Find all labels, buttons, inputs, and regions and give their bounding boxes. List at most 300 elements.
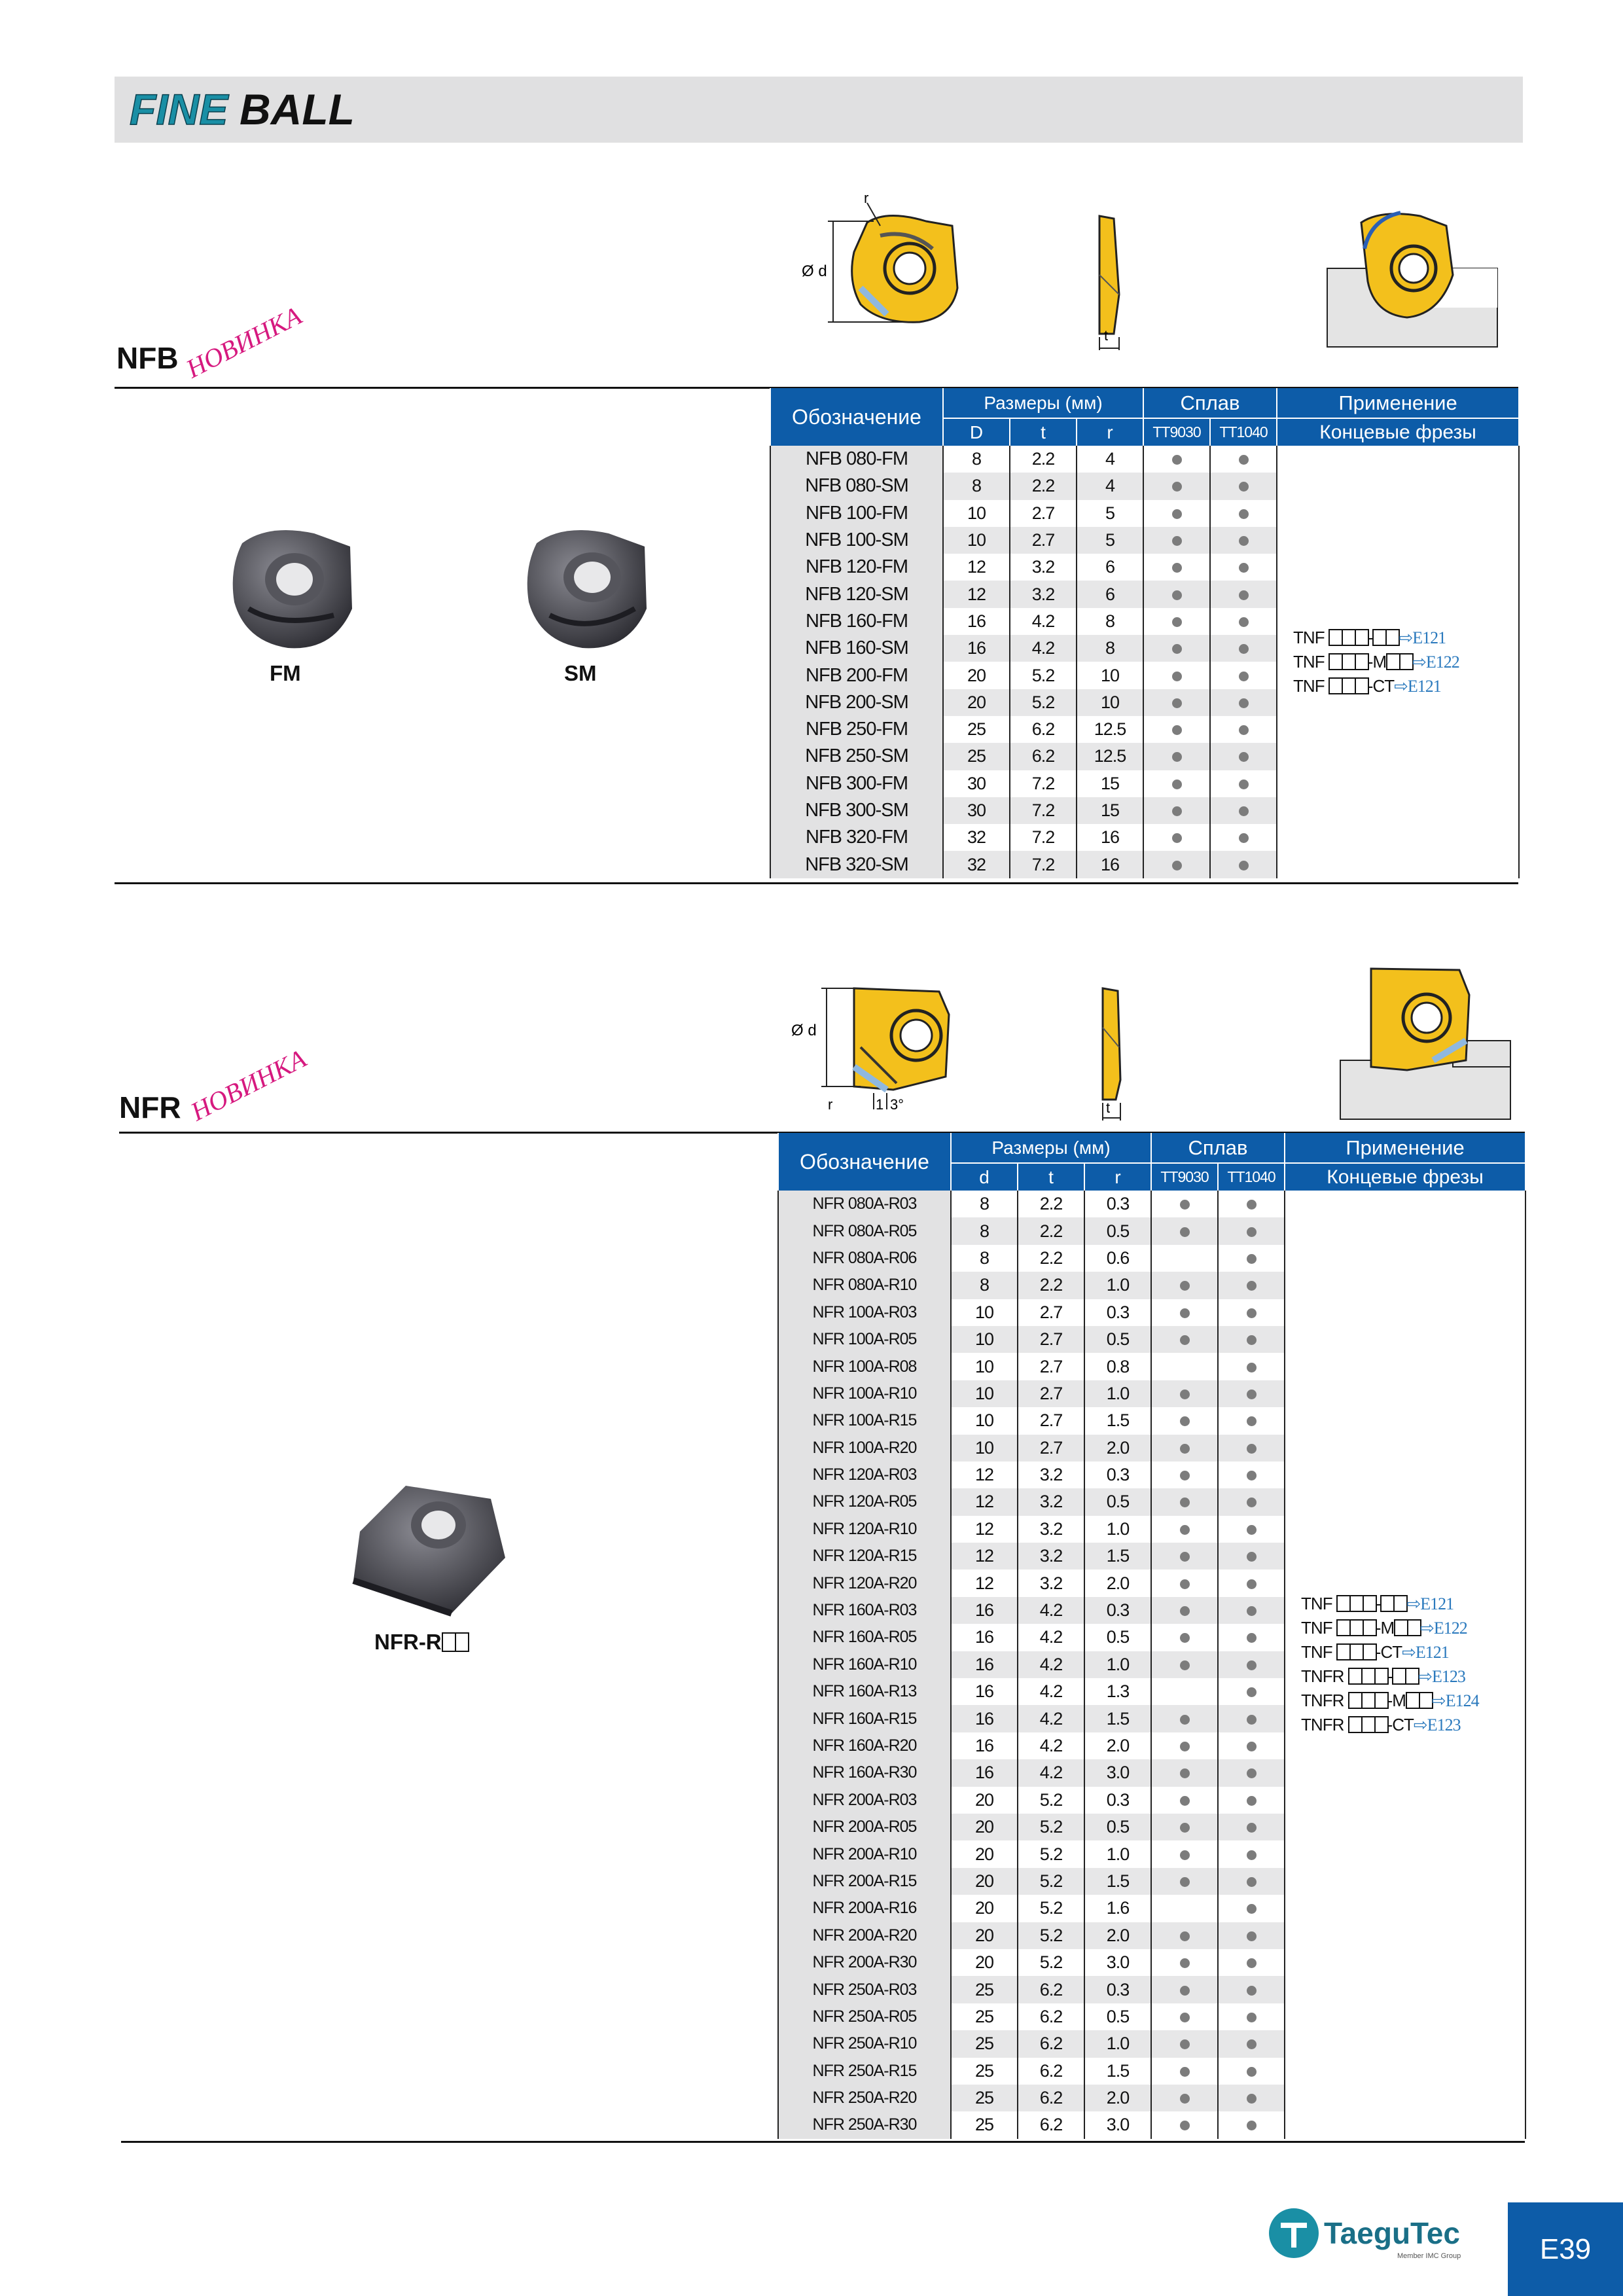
nfr-col-alloy: Сплав (1151, 1133, 1285, 1163)
tt1040-cell (1218, 1922, 1285, 1949)
tt1040-cell (1218, 1407, 1285, 1434)
d-cell: 8 (951, 1272, 1018, 1299)
designation-cell: NFB 300-SM (770, 797, 943, 824)
designation-cell: NFB 100-SM (770, 527, 943, 554)
d-cell: 10 (943, 500, 1010, 527)
availability-dot-icon (1180, 1579, 1190, 1589)
tt1040-cell (1210, 473, 1277, 499)
availability-dot-icon (1247, 1498, 1257, 1507)
nfb-fm-label: FM (270, 661, 301, 685)
arrow-right-icon: ⇨ (1420, 1618, 1434, 1638)
designation-cell: NFR 200A-R30 (778, 1949, 951, 1976)
availability-dot-icon (1180, 1335, 1190, 1345)
availability-dot-icon (1247, 1768, 1257, 1778)
nfr-application-diagram (1335, 962, 1518, 1126)
tt1040-cell (1210, 770, 1277, 797)
application-ref: TNF -M ⇨E122 (1301, 1618, 1467, 1638)
tt9030-cell (1151, 1651, 1218, 1678)
availability-dot-icon (1239, 833, 1249, 843)
t-cell: 5.2 (1010, 662, 1077, 689)
tt9030-cell (1151, 1868, 1218, 1895)
tt1040-cell (1218, 1597, 1285, 1624)
designation-cell: NFR 100A-R15 (778, 1407, 951, 1434)
availability-dot-icon (1247, 1363, 1257, 1372)
t-cell: 6.2 (1018, 2003, 1084, 2030)
t-cell: 4.2 (1018, 1732, 1084, 1759)
r-cell: 1.0 (1084, 2030, 1151, 2057)
designation-cell: NFR 120A-R10 (778, 1516, 951, 1543)
r-cell: 0.8 (1084, 1353, 1151, 1380)
r-cell: 1.5 (1084, 1705, 1151, 1732)
d-cell: 12 (951, 1516, 1018, 1543)
r-cell: 0.5 (1084, 1488, 1151, 1515)
d-cell: 25 (951, 2111, 1018, 2138)
d-cell: 16 (951, 1732, 1018, 1759)
availability-dot-icon (1172, 482, 1182, 492)
availability-dot-icon (1180, 1498, 1190, 1507)
availability-dot-icon (1180, 1471, 1190, 1480)
r-cell: 0.3 (1084, 1597, 1151, 1624)
availability-dot-icon (1180, 1525, 1190, 1535)
d-cell: 8 (943, 473, 1010, 499)
designation-cell: NFR 250A-R10 (778, 2030, 951, 2057)
tt9030-cell (1151, 1976, 1218, 2003)
r-cell: 0.3 (1084, 1191, 1151, 1217)
tt1040-cell (1218, 1840, 1285, 1867)
d-cell: 16 (951, 1651, 1018, 1678)
designation-cell: NFB 160-FM (770, 608, 943, 635)
tt9030-cell (1151, 1217, 1218, 1244)
r-cell: 15 (1077, 770, 1143, 797)
tt9030-cell (1151, 1949, 1218, 1976)
tt9030-cell (1151, 1705, 1218, 1732)
availability-dot-icon (1180, 1660, 1190, 1670)
r-cell: 1.0 (1084, 1272, 1151, 1299)
designation-cell: NFB 320-FM (770, 824, 943, 851)
nfr-col-r: r (1084, 1163, 1151, 1191)
t-cell: 2.2 (1010, 446, 1077, 473)
r-cell: 5 (1077, 527, 1143, 554)
availability-dot-icon (1239, 455, 1249, 465)
availability-dot-icon (1180, 1986, 1190, 1996)
tt1040-cell (1210, 635, 1277, 662)
t-cell: 2.7 (1010, 527, 1077, 554)
availability-dot-icon (1180, 1958, 1190, 1968)
designation-cell: NFR 250A-R20 (778, 2085, 951, 2111)
d-cell: 20 (951, 1814, 1018, 1840)
r-cell: 2.0 (1084, 2085, 1151, 2111)
tt9030-cell (1143, 824, 1210, 851)
availability-dot-icon (1247, 1416, 1257, 1426)
designation-cell: NFB 100-FM (770, 500, 943, 527)
arrow-right-icon: ⇨ (1412, 651, 1426, 672)
nfr-insert-photo (334, 1473, 517, 1630)
tt1040-cell (1218, 2085, 1285, 2111)
availability-dot-icon (1239, 509, 1249, 519)
t-cell: 4.2 (1018, 1678, 1084, 1705)
nfr-col-tt9030: TT9030 (1151, 1163, 1218, 1191)
table-row (770, 446, 1519, 473)
designation-cell: NFR 200A-R10 (778, 1840, 951, 1867)
d-cell: 25 (951, 1976, 1018, 2003)
tt1040-cell (1218, 1488, 1285, 1515)
availability-dot-icon (1247, 2067, 1257, 2077)
t-cell: 2.7 (1018, 1353, 1084, 1380)
tt9030-cell (1151, 1191, 1218, 1217)
designation-cell: NFR 160A-R03 (778, 1597, 951, 1624)
availability-dot-icon (1247, 1579, 1257, 1589)
t-cell: 3.2 (1018, 1516, 1084, 1543)
tt1040-cell (1210, 851, 1277, 878)
r-cell: 1.0 (1084, 1516, 1151, 1543)
nfr-side-diagram (1080, 982, 1132, 1126)
designation-cell: NFR 080A-R03 (778, 1191, 951, 1217)
availability-dot-icon (1247, 1200, 1257, 1210)
r-cell: 15 (1077, 797, 1143, 824)
designation-cell: NFB 160-SM (770, 635, 943, 662)
tt9030-cell (1151, 1488, 1218, 1515)
t-cell: 2.7 (1018, 1299, 1084, 1326)
tt9030-cell (1151, 1543, 1218, 1570)
designation-cell: NFR 080A-R10 (778, 1272, 951, 1299)
t-cell: 2.7 (1018, 1380, 1084, 1407)
designation-cell: NFR 100A-R10 (778, 1380, 951, 1407)
availability-dot-icon (1239, 482, 1249, 492)
availability-dot-icon (1239, 536, 1249, 546)
designation-cell: NFR 200A-R15 (778, 1868, 951, 1895)
designation-cell: NFR 120A-R20 (778, 1570, 951, 1596)
d-cell: 20 (951, 1840, 1018, 1867)
tt9030-cell (1143, 797, 1210, 824)
t-cell: 6.2 (1018, 2085, 1084, 2111)
tt9030-cell (1143, 500, 1210, 527)
r-cell: 4 (1077, 446, 1143, 473)
designation-cell: NFR 160A-R10 (778, 1651, 951, 1678)
availability-dot-icon (1247, 1742, 1257, 1751)
t-cell: 6.2 (1010, 716, 1077, 743)
d-cell: 30 (943, 770, 1010, 797)
svg-text:r: r (828, 1096, 833, 1113)
nfb-col-dimensions: Размеры (мм) (943, 388, 1143, 418)
t-cell: 4.2 (1010, 608, 1077, 635)
availability-dot-icon (1180, 2067, 1190, 2077)
nfb-col-tt9030: TT9030 (1143, 418, 1210, 446)
tt9030-cell (1143, 851, 1210, 878)
t-cell: 4.2 (1018, 1651, 1084, 1678)
d-cell: 12 (951, 1570, 1018, 1596)
nfb-col-application: Применение (1277, 388, 1519, 418)
tt1040-cell (1218, 1868, 1285, 1895)
availability-dot-icon (1247, 2094, 1257, 2104)
d-cell: 10 (951, 1326, 1018, 1353)
d-cell: 25 (951, 2085, 1018, 2111)
application-ref: TNFR -M ⇨E124 (1301, 1691, 1479, 1711)
application-ref: TNFR - ⇨E123 (1301, 1666, 1465, 1687)
tt1040-cell (1218, 1759, 1285, 1786)
r-cell: 1.0 (1084, 1651, 1151, 1678)
tt9030-cell (1143, 716, 1210, 743)
tt9030-cell (1143, 635, 1210, 662)
nfr-col-d: d (951, 1163, 1018, 1191)
nfr-bottom-rule (121, 2141, 1525, 2143)
nfb-col-designation: Обозначение (770, 388, 943, 446)
designation-cell: NFR 080A-R06 (778, 1245, 951, 1272)
designation-cell: NFB 320-SM (770, 851, 943, 878)
availability-dot-icon (1172, 536, 1182, 546)
d-cell: 25 (943, 716, 1010, 743)
availability-dot-icon (1247, 1660, 1257, 1670)
availability-dot-icon (1247, 1552, 1257, 1562)
r-cell: 3.0 (1084, 1759, 1151, 1786)
designation-cell: NFB 250-FM (770, 716, 943, 743)
logo-ball: BALL (240, 85, 355, 134)
availability-dot-icon (1247, 1796, 1257, 1806)
availability-dot-icon (1172, 698, 1182, 708)
availability-dot-icon (1239, 752, 1249, 762)
t-cell: 3.2 (1018, 1570, 1084, 1596)
r-cell: 3.0 (1084, 2111, 1151, 2138)
tt1040-cell (1210, 500, 1277, 527)
nfb-front-diagram (789, 190, 978, 353)
designation-cell: NFR 100A-R20 (778, 1435, 951, 1462)
d-cell: 16 (943, 608, 1010, 635)
availability-dot-icon (1239, 806, 1249, 816)
arrow-right-icon: ⇨ (1402, 1642, 1416, 1662)
svg-text:t: t (1106, 1100, 1111, 1116)
availability-dot-icon (1172, 725, 1182, 735)
r-cell: 2.0 (1084, 1570, 1151, 1596)
tt9030-cell (1151, 2058, 1218, 2085)
availability-dot-icon (1180, 1796, 1190, 1806)
d-cell: 12 (951, 1488, 1018, 1515)
nfr-col-dimensions: Размеры (мм) (951, 1133, 1151, 1163)
tt9030-cell (1151, 1787, 1218, 1814)
availability-dot-icon (1180, 1390, 1190, 1399)
availability-dot-icon (1247, 1471, 1257, 1480)
designation-cell: NFR 250A-R30 (778, 2111, 951, 2138)
r-cell: 6 (1077, 581, 1143, 607)
tt9030-cell (1143, 446, 1210, 473)
d-cell: 32 (943, 824, 1010, 851)
designation-cell: NFR 200A-R05 (778, 1814, 951, 1840)
d-cell: 8 (951, 1217, 1018, 1244)
availability-dot-icon (1247, 2039, 1257, 2049)
t-cell: 3.2 (1018, 1488, 1084, 1515)
logo-fine: FINE (130, 85, 228, 134)
availability-dot-icon (1247, 1281, 1257, 1291)
d-cell: 10 (943, 527, 1010, 554)
availability-dot-icon (1180, 1281, 1190, 1291)
r-cell: 1.3 (1084, 1678, 1151, 1705)
tt1040-cell (1218, 1732, 1285, 1759)
availability-dot-icon (1172, 590, 1182, 600)
designation-cell: NFR 160A-R05 (778, 1624, 951, 1651)
taegutec-logo (1266, 2206, 1482, 2265)
t-cell: 2.2 (1018, 1245, 1084, 1272)
d-cell: 12 (943, 554, 1010, 581)
availability-dot-icon (1247, 1958, 1257, 1968)
t-cell: 4.2 (1018, 1705, 1084, 1732)
availability-dot-icon (1172, 806, 1182, 816)
r-cell: 0.3 (1084, 1787, 1151, 1814)
tt9030-cell (1151, 1895, 1218, 1922)
application-cell (1285, 1191, 1525, 2139)
svg-text:r: r (864, 190, 869, 206)
t-cell: 6.2 (1018, 2030, 1084, 2057)
availability-dot-icon (1180, 1742, 1190, 1751)
tt1040-cell (1218, 2111, 1285, 2138)
tt9030-cell (1143, 554, 1210, 581)
fineball-logo (128, 82, 390, 135)
availability-dot-icon (1180, 1850, 1190, 1860)
designation-cell: NFR 160A-R30 (778, 1759, 951, 1786)
t-cell: 5.2 (1018, 1922, 1084, 1949)
nfb-title: NFB (116, 341, 179, 375)
tt1040-cell (1218, 1462, 1285, 1488)
d-cell: 10 (951, 1353, 1018, 1380)
tt1040-cell (1218, 1217, 1285, 1244)
d-cell: 10 (951, 1299, 1018, 1326)
designation-cell: NFR 200A-R16 (778, 1895, 951, 1922)
tt1040-cell (1218, 1272, 1285, 1299)
designation-cell: NFR 120A-R15 (778, 1543, 951, 1570)
tt1040-cell (1218, 1353, 1285, 1380)
tt1040-cell (1210, 446, 1277, 473)
availability-dot-icon (1247, 1715, 1257, 1725)
t-cell: 5.2 (1018, 1787, 1084, 1814)
r-cell: 1.0 (1084, 1380, 1151, 1407)
tt1040-cell (1218, 1435, 1285, 1462)
d-cell: 8 (943, 446, 1010, 473)
tt1040-cell (1218, 2058, 1285, 2085)
r-cell: 0.3 (1084, 1299, 1151, 1326)
tt9030-cell (1151, 1597, 1218, 1624)
nfb-col-d: D (943, 418, 1010, 446)
tt9030-cell (1151, 1245, 1218, 1272)
tt1040-cell (1218, 1814, 1285, 1840)
r-cell: 2.0 (1084, 1732, 1151, 1759)
t-cell: 6.2 (1010, 743, 1077, 770)
availability-dot-icon (1247, 1904, 1257, 1914)
r-cell: 16 (1077, 824, 1143, 851)
tt9030-cell (1143, 770, 1210, 797)
tt1040-cell (1210, 554, 1277, 581)
availability-dot-icon (1172, 672, 1182, 681)
tt1040-cell (1218, 1895, 1285, 1922)
svg-text:Ø d: Ø d (802, 262, 827, 280)
t-cell: 7.2 (1010, 770, 1077, 797)
d-cell: 20 (943, 662, 1010, 689)
availability-dot-icon (1180, 1416, 1190, 1426)
d-cell: 8 (951, 1191, 1018, 1217)
arrow-right-icon: ⇨ (1431, 1691, 1446, 1711)
d-cell: 20 (951, 1868, 1018, 1895)
t-cell: 4.2 (1018, 1624, 1084, 1651)
tt9030-cell (1151, 1922, 1218, 1949)
nfb-col-t: t (1010, 418, 1077, 446)
svg-text:Member IMC Group: Member IMC Group (1397, 2252, 1461, 2260)
nfb-new-badge: НОВИНКА (181, 300, 306, 384)
r-cell: 1.5 (1084, 2058, 1151, 2085)
t-cell: 5.2 (1018, 1895, 1084, 1922)
availability-dot-icon (1172, 617, 1182, 627)
tt9030-cell (1151, 1814, 1218, 1840)
arrow-right-icon: ⇨ (1418, 1666, 1433, 1687)
designation-cell: NFB 300-FM (770, 770, 943, 797)
availability-dot-icon (1239, 617, 1249, 627)
nfb-col-tt1040: TT1040 (1210, 418, 1277, 446)
availability-dot-icon (1172, 455, 1182, 465)
availability-dot-icon (1247, 1335, 1257, 1345)
availability-dot-icon (1247, 1823, 1257, 1833)
d-cell: 20 (951, 1922, 1018, 1949)
r-cell: 16 (1077, 851, 1143, 878)
availability-dot-icon (1247, 1525, 1257, 1535)
r-cell: 0.5 (1084, 1217, 1151, 1244)
tt1040-cell (1218, 1516, 1285, 1543)
d-cell: 12 (943, 581, 1010, 607)
availability-dot-icon (1247, 1390, 1257, 1399)
r-cell: 6 (1077, 554, 1143, 581)
tt9030-cell (1151, 1570, 1218, 1596)
tt9030-cell (1143, 581, 1210, 607)
d-cell: 16 (951, 1597, 1018, 1624)
tt1040-cell (1218, 1624, 1285, 1651)
tt1040-cell (1218, 1705, 1285, 1732)
nfb-col-app-sub: Концевые фрезы (1277, 418, 1519, 446)
availability-dot-icon (1247, 2013, 1257, 2022)
designation-cell: NFR 250A-R05 (778, 2003, 951, 2030)
application-ref: TNF -CT⇨E121 (1301, 1642, 1449, 1662)
availability-dot-icon (1180, 2094, 1190, 2104)
r-cell: 0.3 (1084, 1462, 1151, 1488)
nfr-col-app-sub: Концевые фрезы (1285, 1163, 1525, 1191)
r-cell: 0.5 (1084, 1326, 1151, 1353)
tt1040-cell (1218, 1949, 1285, 1976)
d-cell: 16 (951, 1678, 1018, 1705)
tt9030-cell (1151, 1272, 1218, 1299)
arrow-right-icon: ⇨ (1413, 1715, 1427, 1735)
t-cell: 7.2 (1010, 824, 1077, 851)
tt9030-cell (1143, 473, 1210, 499)
r-cell: 8 (1077, 608, 1143, 635)
svg-text:1: 1 (876, 1096, 884, 1113)
r-cell: 5 (1077, 500, 1143, 527)
d-cell: 12 (951, 1462, 1018, 1488)
svg-text:TaeguTec: TaeguTec (1324, 2216, 1460, 2250)
d-cell: 16 (951, 1624, 1018, 1651)
tt1040-cell (1218, 1245, 1285, 1272)
designation-cell: NFB 080-FM (770, 446, 943, 473)
r-cell: 12.5 (1077, 743, 1143, 770)
arrow-right-icon: ⇨ (1399, 627, 1413, 647)
designation-cell: NFR 100A-R03 (778, 1299, 951, 1326)
r-cell: 4 (1077, 473, 1143, 499)
application-ref: TNF -M ⇨E122 (1293, 651, 1459, 672)
availability-dot-icon (1239, 698, 1249, 708)
tt9030-cell (1151, 1326, 1218, 1353)
tt1040-cell (1218, 1787, 1285, 1814)
tt9030-cell (1151, 2030, 1218, 2057)
availability-dot-icon (1247, 1444, 1257, 1454)
availability-dot-icon (1180, 1227, 1190, 1237)
t-cell: 6.2 (1018, 2111, 1084, 2138)
nfr-front-diagram (789, 962, 978, 1119)
t-cell: 2.7 (1018, 1407, 1084, 1434)
tt1040-cell (1218, 1678, 1285, 1705)
availability-dot-icon (1172, 644, 1182, 654)
d-cell: 25 (951, 2003, 1018, 2030)
